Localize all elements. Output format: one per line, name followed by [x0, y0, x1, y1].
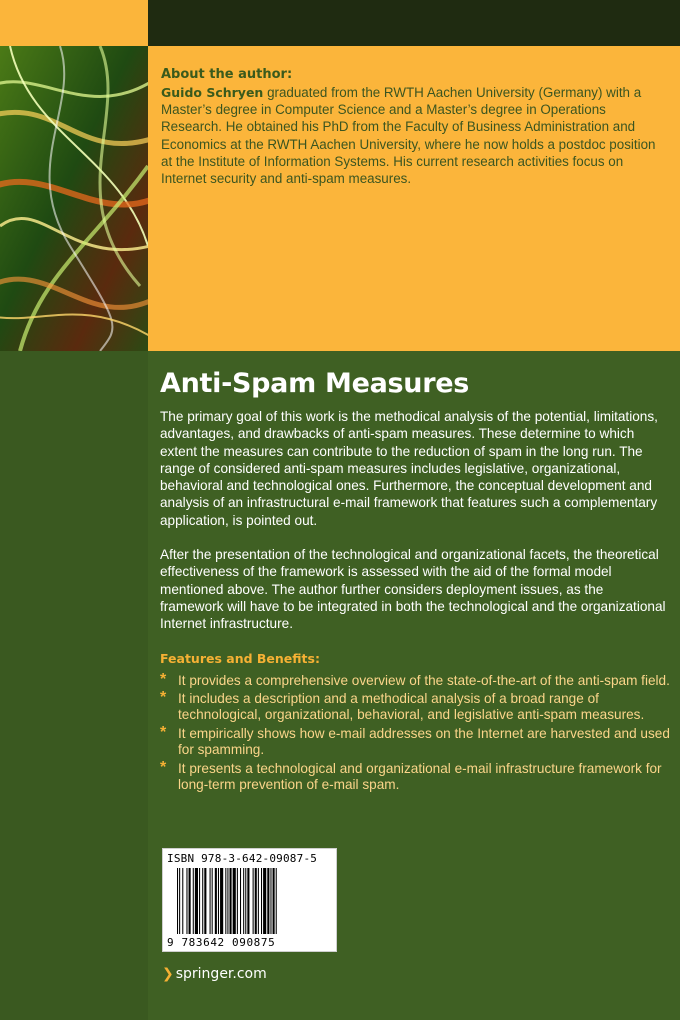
publisher-website[interactable]: [162, 966, 267, 982]
barcode-bar: [240, 868, 241, 934]
features-heading: Features and Benefits:: [160, 650, 320, 666]
list-item: [160, 723, 670, 759]
author-bio-text: graduated from the RWTH Aachen University (Germany) with a Master’s degree in Computer Science and a Master’s degree in Operations Research. He obtained his PhD from the Faculty of Business Administration and Economics at the RWTH Aachen University, where he now holds a postdoc position at the Institute of Information Systems. His current research activities focus on Internet security and anti-spam measures.: [161, 85, 656, 187]
left-column: [0, 351, 148, 1020]
barcode-bar: [233, 868, 236, 934]
barcode-bar: [225, 868, 226, 934]
barcode-bar: [182, 868, 183, 934]
description-paragraph-2: After the presentation of the technological and organizational facets, the theoretical effectiveness of the framework is assessed with the aid of the formal model mentioned above. The author further considers deployment issues, as the framework will have to be integrated in both the technological and the organizational Internet infrastructure.: [160, 547, 666, 632]
about-author-panel: [148, 46, 680, 351]
barcode-bar: [276, 868, 277, 934]
barcode-bar: [227, 868, 228, 934]
barcode-bar: [189, 868, 191, 934]
barcode-bar: [253, 868, 254, 934]
cover-artwork: [0, 46, 148, 351]
barcode-bar: [218, 868, 219, 934]
barcode-bar: [179, 868, 180, 934]
feature-text: It presents a technological and organizational e-mail infrastructure framework for long-term prevention of e-mail spam.: [178, 760, 662, 792]
barcode-bar: [261, 868, 262, 934]
barcode-bar: [204, 868, 206, 934]
star-icon: *: [160, 723, 167, 741]
barcode-bar: [212, 868, 213, 934]
star-icon: *: [160, 670, 167, 688]
feature-text: It empirically shows how e-mail addresses on the Internet are harvested and used for spamming.: [178, 725, 670, 758]
barcode-bar: [255, 868, 257, 934]
barcode-bar: [186, 868, 187, 934]
barcode-bar: [243, 868, 244, 934]
corner-block: [0, 0, 148, 46]
list-item: [160, 688, 670, 724]
barcode-bar: [273, 868, 275, 934]
barcode-bar: [220, 868, 223, 934]
barcode-bar: [193, 868, 194, 934]
list-item: [160, 670, 670, 689]
author-bio: [161, 84, 666, 187]
barcode-bar: [267, 868, 269, 934]
about-author-heading: About the author:: [161, 67, 293, 82]
isbn-barcode: [162, 848, 337, 952]
barcode-bar: [258, 868, 259, 934]
barcode-bar: [210, 868, 211, 934]
barcode-bar: [247, 868, 249, 934]
description-paragraph-1: The primary goal of this work is the methodical analysis of the potential, limitations, advantages, and drawbacks of anti-spam measures. These determine to which extent the measures can contribute to the reduction of spam in the long run. The range of considered anti-spam measures includes legislative, organizational, behavioral and technological ones. Furthermore, the conceptual development and analysis of an infrastructural e-mail framework that features such a complementary application, is pointed out.: [160, 409, 658, 528]
feature-text: It includes a description and a methodical analysis of a broad range of technological, organizational, behavioral, and legislative anti-spam measures.: [178, 690, 645, 723]
barcode-bar: [230, 868, 232, 934]
barcode-bar: [202, 868, 203, 934]
barcode-bars: [177, 868, 329, 934]
chevron-right-icon: ❯: [162, 966, 174, 982]
barcode-bar: [270, 868, 271, 934]
barcode-bar: [215, 868, 217, 934]
barcode-bar: [177, 868, 178, 934]
barcode-bar: [237, 868, 238, 934]
isbn-text: ISBN 978-3-642-09087-5: [167, 852, 318, 865]
feature-text: It provides a comprehensive overview of the state-of-the-art of the anti-spam field.: [178, 672, 670, 688]
star-icon: *: [160, 688, 167, 706]
top-bar: [148, 0, 680, 46]
star-icon: *: [160, 758, 167, 776]
list-item: [160, 758, 670, 794]
author-name: Guido Schryen: [161, 85, 264, 100]
book-title: Anti-Spam Measures: [160, 368, 470, 399]
barcode-bar: [199, 868, 200, 934]
barcode-bar: [263, 868, 266, 934]
ean-number: 9 783642 090875: [167, 936, 276, 949]
features-list: [160, 670, 670, 794]
website-text: springer.com: [175, 966, 267, 982]
barcode-bar: [195, 868, 198, 934]
barcode-bar: [245, 868, 246, 934]
